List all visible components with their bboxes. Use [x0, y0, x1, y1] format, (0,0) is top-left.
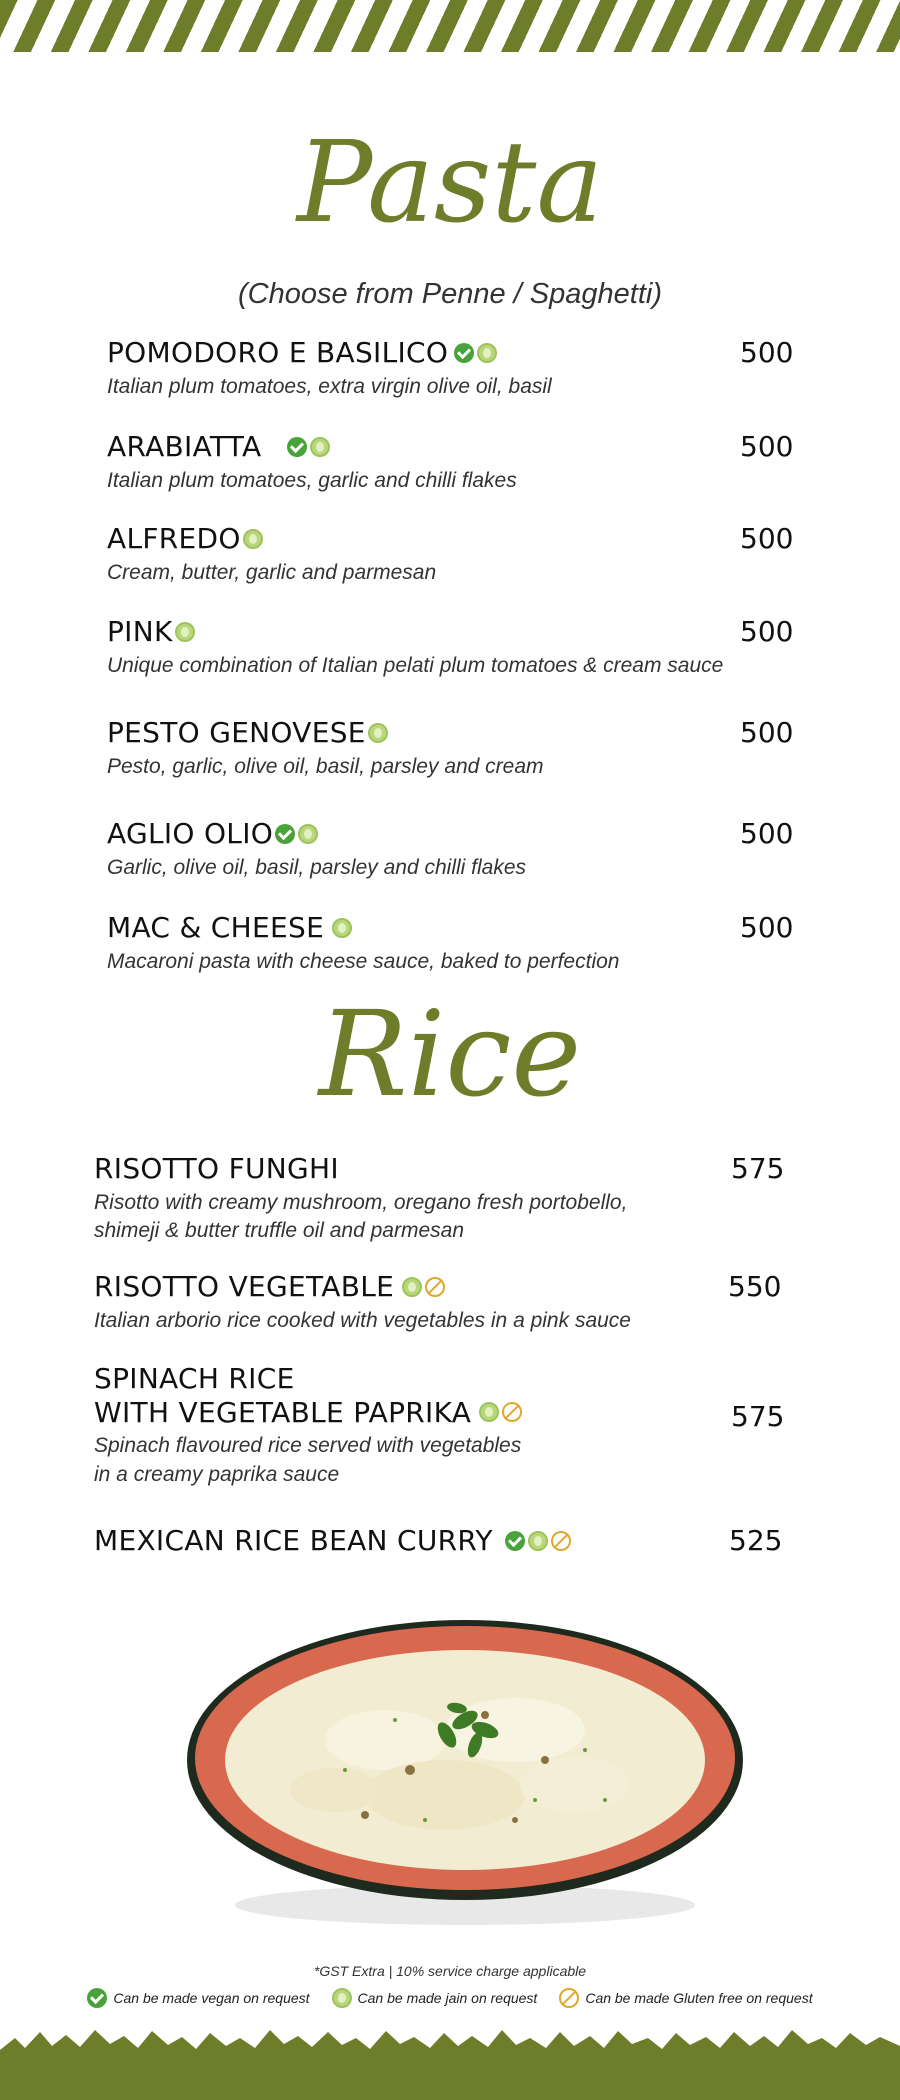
- item-description: Unique combination of Italian pelati plum tomatoes & cream sauce: [107, 653, 724, 677]
- jain-icon: [310, 437, 330, 457]
- gluten-free-icon: [551, 1531, 571, 1551]
- pasta-section-title: Pasta: [296, 118, 604, 248]
- item-name: RISOTTO FUNGHI: [94, 1152, 339, 1185]
- gluten-free-icon: [502, 1402, 522, 1422]
- vegan-icon: [275, 824, 295, 844]
- menu-item: [94, 1152, 627, 1245]
- item-description-line: shimeji & butter truffle oil and parmesan: [94, 1218, 465, 1242]
- item-price: 500: [740, 817, 794, 850]
- item-description: Italian plum tomatoes, extra virgin olive oil, basil: [107, 374, 552, 398]
- item-description-line: Risotto with creamy mushroom, oregano fresh portobello,: [94, 1190, 628, 1214]
- item-price: 575: [731, 1152, 785, 1185]
- item-price: 500: [740, 522, 794, 555]
- item-description: Cream, butter, garlic and parmesan: [107, 560, 437, 584]
- menu-item: [107, 615, 723, 680]
- menu-item: [107, 430, 517, 495]
- jain-icon: [332, 918, 352, 938]
- item-price: 575: [731, 1400, 785, 1433]
- gluten-free-icon: [559, 1988, 579, 2008]
- item-name-line: SPINACH RICE: [94, 1362, 295, 1395]
- item-description: Macaroni pasta with cheese sauce, baked to perfection: [107, 949, 620, 973]
- item-price: 525: [729, 1524, 783, 1557]
- item-name: AGLIO OLIO: [107, 817, 274, 850]
- jain-icon: [243, 529, 263, 549]
- jain-icon: [298, 824, 318, 844]
- item-name: ALFREDO: [107, 522, 241, 555]
- item-description: Garlic, olive oil, basil, parsley and chilli flakes: [107, 855, 527, 879]
- legend: [0, 1988, 900, 2008]
- menu-item: [94, 1362, 522, 1489]
- jain-icon: [332, 1988, 352, 2008]
- tax-note: *GST Extra | 10% service charge applicable: [313, 1963, 587, 1979]
- vegan-icon: [287, 437, 307, 457]
- item-price: 550: [728, 1270, 782, 1303]
- menu-item: [94, 1270, 631, 1335]
- legend-item: [559, 1988, 812, 2008]
- item-name: RISOTTO VEGETABLE: [94, 1270, 395, 1303]
- grass-footer-border: [0, 2020, 900, 2100]
- jain-icon: [528, 1531, 548, 1551]
- legend-label: Can be made jain on request: [357, 1990, 538, 2006]
- menu-item: [107, 911, 619, 976]
- item-price: 500: [740, 336, 794, 369]
- item-name: MEXICAN RICE BEAN CURRY: [94, 1524, 493, 1557]
- item-price: 500: [740, 430, 794, 463]
- item-description: Pesto, garlic, olive oil, basil, parsley and cream: [107, 754, 544, 778]
- jain-icon: [402, 1277, 422, 1297]
- vegan-icon: [87, 1988, 107, 2008]
- item-name: PESTO GENOVESE: [107, 716, 366, 749]
- legend-item: [87, 1988, 309, 2008]
- vegan-icon: [454, 343, 474, 363]
- pasta-subtitle: (Choose from Penne / Spaghetti): [238, 278, 662, 310]
- item-name: MAC & CHEESE: [107, 911, 325, 944]
- item-description-line: in a creamy paprika sauce: [94, 1462, 340, 1486]
- jain-icon: [477, 343, 497, 363]
- item-description: Italian arborio rice cooked with vegetables in a pink sauce: [94, 1308, 631, 1332]
- gluten-free-icon: [425, 1277, 445, 1297]
- vegan-icon: [505, 1531, 525, 1551]
- menu-item: [107, 336, 552, 401]
- jain-icon: [175, 622, 195, 642]
- menu-item: [107, 522, 436, 587]
- legend-label: Can be made Gluten free on request: [585, 1990, 813, 2006]
- item-price: 500: [740, 615, 794, 648]
- item-name: PINK: [107, 615, 173, 648]
- item-description-line: Spinach flavoured rice served with vegetables: [94, 1434, 522, 1458]
- top-stripe-border: [0, 0, 900, 52]
- legend-label: Can be made vegan on request: [113, 1990, 310, 2006]
- item-name-line: WITH VEGETABLE PAPRIKA: [94, 1395, 472, 1429]
- item-price: 500: [740, 716, 794, 749]
- item-name: ARABIATTA: [107, 430, 262, 463]
- menu-item: [107, 716, 544, 781]
- pasta-dish-image: [185, 1620, 745, 1930]
- jain-icon: [368, 723, 388, 743]
- legend-item: [332, 1988, 538, 2008]
- item-price: 500: [740, 911, 794, 944]
- menu-item: [94, 1524, 571, 1558]
- item-name: POMODORO E BASILICO: [107, 336, 449, 369]
- jain-icon: [479, 1402, 499, 1422]
- rice-section-title: Rice: [318, 985, 582, 1123]
- menu-item: [107, 817, 526, 882]
- item-description: Italian plum tomatoes, garlic and chilli flakes: [107, 468, 517, 492]
